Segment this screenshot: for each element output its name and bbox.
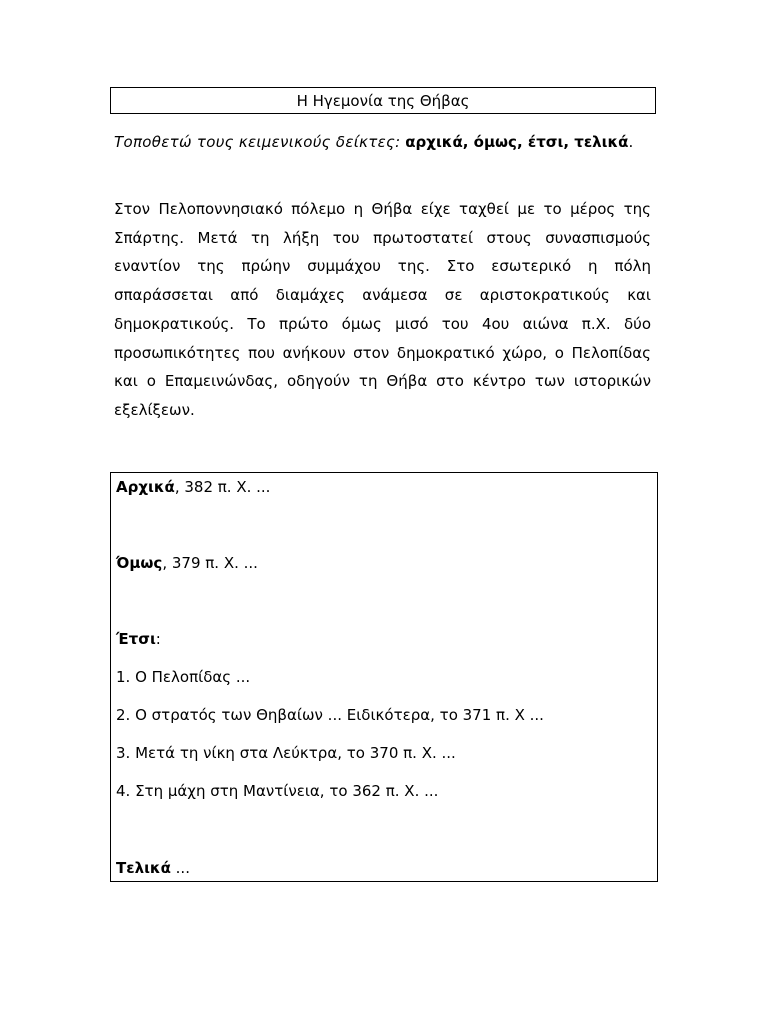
instruction	[114, 128, 650, 157]
instruction-end: .	[628, 133, 634, 151]
answer-box	[110, 472, 658, 882]
list-item: 3. Μετά τη νίκη στα Λεύκτρα, το 370 π. Χ. ...	[116, 744, 456, 762]
arxika-text: , 382 π. Χ. ...	[174, 478, 271, 496]
omos-text: , 379 π. Χ. ...	[162, 554, 258, 572]
telika-text: ...	[170, 859, 190, 877]
arxika-line	[116, 477, 270, 497]
list-item: 4. Στη μάχη στη Μαντίνεια, το 362 π. Χ. ...	[116, 782, 439, 800]
etsi-label: Έτσι	[116, 630, 156, 648]
list-item: 2. Ο στρατός των Θηβαίων ... Ειδικότερα, το 371 π. Χ ...	[116, 706, 544, 724]
telika-line	[116, 858, 190, 878]
instruction-lead: Τοποθετώ τους κειμενικούς δείκτες:	[114, 133, 401, 151]
telika-label: Τελικά	[116, 859, 171, 877]
title-box	[110, 87, 656, 114]
intro-paragraph: Στον Πελοποννησιακό πόλεμο η Θήβα είχε ταχθεί με το μέρος της Σπάρτης. Μετά τη λήξη του πρωτοστατεί στους συνασπισμούς εναντίον της πρώην συμμάχου της. Στο εσωτερικό η πόλη σπαράσσεται από διαμάχες ανάμεσα σε αριστοκρατικούς και δημοκρατικούς. Το πρώτο όμως μισό του 4ου αιώνα π.Χ. δύο προσωπικότητες που ανήκουν στον δημοκρατικό χώρο, ο Πελοπίδας και ο Επαμεινώνδας, οδηγούν τη Θήβα στο κέντρο των ιστορικών εξελίξεων.	[114, 200, 651, 419]
omos-line	[116, 553, 258, 573]
etsi-line	[116, 629, 161, 649]
arxika-label: Αρχικά	[116, 478, 175, 496]
omos-label: Όμως	[116, 554, 163, 572]
list-item: 1. Ο Πελοπίδας ...	[116, 668, 251, 686]
page-title: Η Ηγεμονία της Θήβας	[296, 91, 470, 110]
instruction-markers: αρχικά, όμως, έτσι, τελικά	[405, 133, 629, 151]
etsi-text: :	[155, 630, 161, 648]
